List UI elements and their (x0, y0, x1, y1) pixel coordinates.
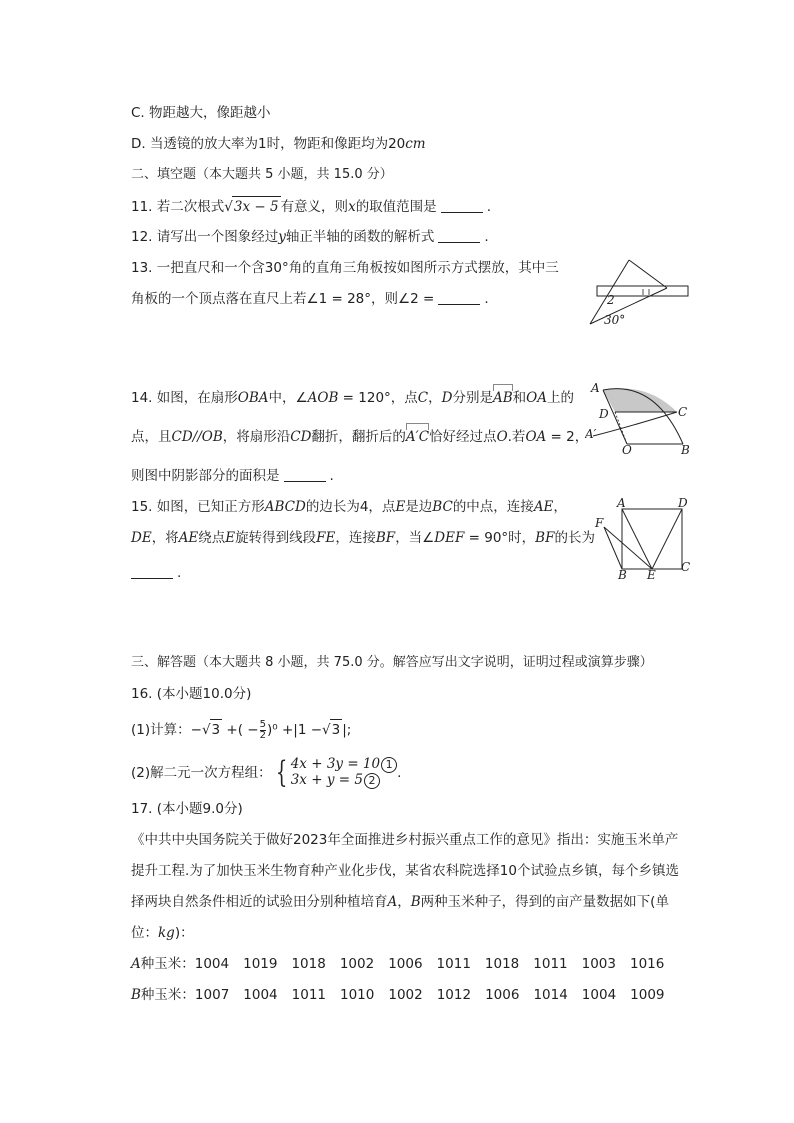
row-a-value: 1018 (291, 956, 326, 972)
row-b-value: 1014 (533, 987, 568, 1003)
row-a-value: 1019 (243, 956, 278, 972)
row-b-value: 1010 (340, 987, 375, 1003)
question-14-line1: 14. 如图，在扇形OBA中，∠AOB = 120°，点C，D分别是AB和OA上的 (131, 390, 574, 406)
row-a-value: 1003 (581, 956, 616, 972)
figure-square (590, 497, 695, 581)
row-a-value: 1011 (533, 956, 568, 972)
data-row-b: B种玉米：1007 1004 1011 1010 1002 1012 1006 1014 1004 1009 (131, 987, 665, 1003)
row-a-value: 1002 (339, 956, 375, 972)
option-c: C. 物距越大，像距越小 (131, 105, 271, 121)
point-c-label: C (681, 560, 691, 574)
question-15-line3: . (131, 563, 181, 583)
point-a-label: A (617, 497, 626, 510)
row-a-value: 1018 (484, 956, 520, 972)
question-17-text4: 位：kg)： (131, 925, 194, 941)
question-16-part2: (2)解二元一次方程组： { 4x + 3y = 10 1 3x + y = 5 2 . (131, 755, 402, 790)
section-3-heading: 三、解答题（本大题共 8 小题，共 75.0 分。解答应写出文字说明，证明过程或演算步骤） (131, 655, 653, 670)
point-e-label: E (647, 568, 656, 581)
question-14-line2: 点，且CD//OB，将扇形沿CD翻折，翻折后的A′C恰好经过点O.若OA = 2， (131, 429, 589, 445)
point-o-label: O (622, 443, 632, 456)
row-b-value: 1007 (194, 987, 230, 1003)
point-a-prime-label: A′ (585, 427, 597, 441)
point-a-label: A (591, 381, 600, 395)
question-17-text2: 提升工程.为了加快玉米生物育种产业化步伐，某省农科院选择10个试验点乡镇，每个乡镇选 (131, 863, 679, 879)
answer-blank (438, 290, 480, 305)
row-a-value: 1011 (436, 956, 471, 972)
row-a-value: 1004 (194, 956, 230, 972)
point-c-label: C (678, 405, 688, 419)
row-b-value: 1011 (291, 987, 326, 1003)
question-15-line2: DE，将AE绕点E旋转得到线段FE，连接BF，当∠DEF = 90°时，BF的长为 (131, 530, 595, 546)
row-a-value: 1006 (388, 956, 423, 972)
row-b-value: 1012 (436, 987, 472, 1003)
answer-blank (284, 467, 326, 482)
question-13-line1: 13. 一把直尺和一个含30°角的直角三角板按如图所示方式摆放，其中三 (131, 260, 559, 276)
row-a-value: 1016 (629, 956, 665, 972)
figure-sector (585, 380, 695, 456)
question-11: 11. 若二次根式√3x − 5 有意义，则x的取值范围是 . (131, 196, 491, 217)
answer-blank (438, 228, 480, 243)
row-b-value: 1009 (630, 987, 665, 1003)
row-b-value: 1004 (581, 987, 617, 1003)
angle-2-label: 2 (607, 293, 615, 307)
point-d-label: D (678, 497, 688, 510)
question-16-heading: 16. (本小题10.0分) (131, 686, 252, 702)
row-b-value: 1006 (485, 987, 520, 1003)
answer-blank (131, 564, 173, 579)
question-14-line3: 则图中阴影部分的面积是 . (131, 468, 334, 484)
question-16-part1: (1)计算：−√3 +( − $\frac{5}{2}$ )⁰ +|1 −√3 |; (131, 718, 352, 741)
question-17-text1: 《中共中央国务院关于做好2023年全面推进乡村振兴重点工作的意见》指出：实施玉米单产 (131, 832, 679, 848)
row-b-value: 1004 (243, 987, 278, 1003)
figure-ruler-triangle (585, 258, 695, 330)
option-d: D. 当透镜的放大率为1时，物距和像距均为20cm (131, 136, 426, 152)
angle-30-label: 30° (604, 313, 626, 327)
point-b-label: B (618, 568, 627, 581)
row-b-value: 1002 (388, 987, 423, 1003)
point-f-label: F (595, 516, 604, 530)
answer-blank (441, 198, 483, 213)
data-row-a: A种玉米：1004 1019 1018 1002 1006 1011 1018 1011 1003 1016 (131, 956, 665, 972)
point-b-label: B (681, 443, 690, 456)
section-2-heading: 二、填空题（本大题共 5 小题，共 15.0 分） (131, 167, 393, 182)
question-13-line2: 角板的一个顶点落在直尺上若∠1 = 28°，则∠2 = . (131, 291, 489, 307)
question-17-text3: 择两块自然条件相近的试验田分别种植培育A，B两种玉米种子，得到的亩产量数据如下(单 (131, 894, 669, 910)
question-12: 12. 请写出一个图象经过y轴正半轴的函数的解析式 . (131, 229, 489, 245)
question-17-heading: 17. (本小题9.0分) (131, 801, 243, 817)
question-15-line1: 15. 如图，已知正方形ABCD的边长为4，点E是边BC的中点，连接AE， (131, 499, 567, 515)
point-d-label: D (599, 407, 609, 421)
